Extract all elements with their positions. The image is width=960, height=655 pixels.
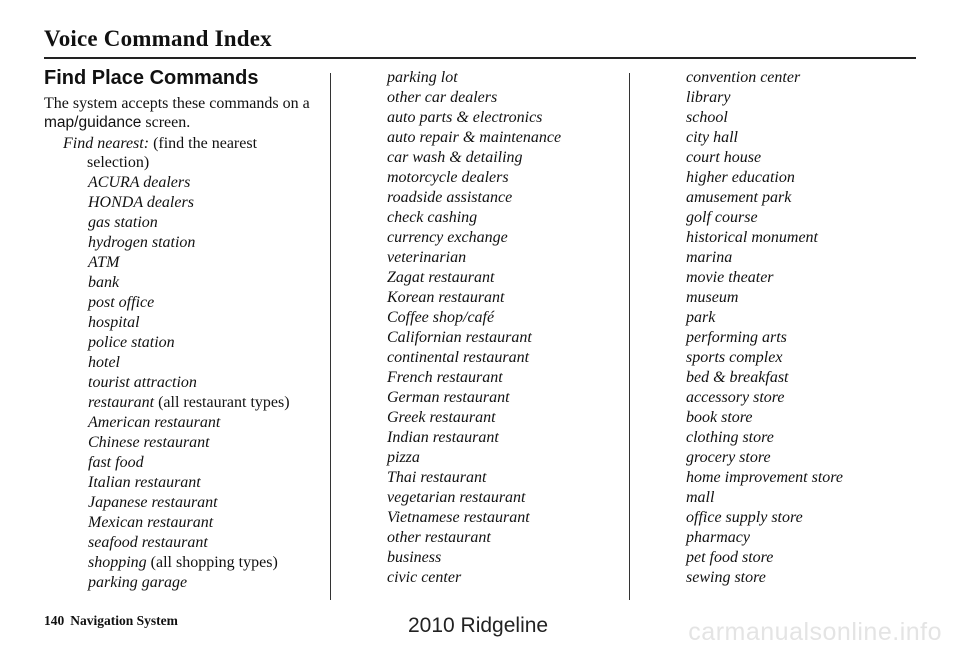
command-text: Japanese restaurant bbox=[88, 494, 218, 511]
command-item bbox=[387, 428, 561, 448]
command-item bbox=[88, 553, 324, 573]
command-text: book store bbox=[686, 409, 753, 426]
command-text: pet food store bbox=[686, 549, 774, 566]
command-item bbox=[686, 288, 843, 308]
command-item bbox=[686, 388, 843, 408]
command-text: gas station bbox=[88, 214, 158, 231]
command-item bbox=[88, 213, 324, 233]
command-item bbox=[88, 353, 324, 373]
command-text: Chinese restaurant bbox=[88, 434, 210, 451]
command-text: Zagat restaurant bbox=[387, 269, 495, 286]
command-text: post office bbox=[88, 294, 155, 311]
section-title: Find Place Commands bbox=[44, 67, 259, 89]
column-divider-2 bbox=[629, 73, 630, 600]
command-text: office supply store bbox=[686, 509, 803, 526]
command-item bbox=[686, 228, 843, 248]
command-text: higher education bbox=[686, 169, 795, 186]
command-item bbox=[686, 428, 843, 448]
command-item bbox=[88, 253, 324, 273]
command-text: sports complex bbox=[686, 349, 783, 366]
command-text: seafood restaurant bbox=[88, 534, 208, 551]
command-text: veterinarian bbox=[387, 249, 467, 266]
command-text: Californian restaurant bbox=[387, 329, 532, 346]
command-item bbox=[88, 493, 324, 513]
command-item bbox=[686, 188, 843, 208]
command-item bbox=[88, 333, 324, 353]
command-item bbox=[686, 308, 843, 328]
command-item bbox=[387, 348, 561, 368]
command-item bbox=[686, 508, 843, 528]
site-watermark: carmanualsonline.info bbox=[688, 618, 942, 646]
command-text: HONDA dealers bbox=[88, 194, 194, 211]
command-text: hotel bbox=[88, 354, 120, 371]
command-item bbox=[387, 308, 561, 328]
command-text: golf course bbox=[686, 209, 758, 226]
command-text: tourist attraction bbox=[88, 374, 197, 391]
command-text: police station bbox=[88, 334, 175, 351]
header-rule bbox=[44, 57, 916, 59]
command-text: auto repair & maintenance bbox=[387, 129, 562, 146]
command-item bbox=[88, 233, 324, 253]
command-item bbox=[88, 573, 324, 593]
command-text: Greek restaurant bbox=[387, 409, 496, 426]
command-item bbox=[387, 148, 561, 168]
command-item bbox=[387, 68, 561, 88]
command-item bbox=[387, 488, 561, 508]
command-item bbox=[686, 328, 843, 348]
command-item bbox=[686, 68, 843, 88]
model-watermark: 2010 Ridgeline bbox=[408, 614, 549, 637]
command-item bbox=[686, 88, 843, 108]
command-item bbox=[88, 513, 324, 533]
command-item bbox=[88, 313, 324, 333]
command-text: museum bbox=[686, 289, 739, 306]
command-item bbox=[387, 88, 561, 108]
command-item bbox=[686, 468, 843, 488]
command-text: pharmacy bbox=[686, 529, 750, 546]
command-text: roadside assistance bbox=[387, 189, 513, 206]
command-text: Vietnamese restaurant bbox=[387, 509, 530, 526]
command-item bbox=[686, 368, 843, 388]
command-item bbox=[686, 168, 843, 188]
command-item bbox=[387, 168, 561, 188]
command-text: business bbox=[387, 549, 442, 566]
find-nearest-note: (find the nearest bbox=[149, 135, 258, 152]
command-item bbox=[387, 128, 561, 148]
command-item bbox=[88, 533, 324, 553]
command-text: motorcycle dealers bbox=[387, 169, 509, 186]
command-text: hospital bbox=[88, 314, 140, 331]
command-item bbox=[387, 268, 561, 288]
command-text: bed & breakfast bbox=[686, 369, 789, 386]
command-text: other restaurant bbox=[387, 529, 491, 546]
command-list-2 bbox=[387, 68, 561, 588]
column-divider-1 bbox=[330, 73, 331, 600]
command-item bbox=[686, 248, 843, 268]
command-item bbox=[686, 208, 843, 228]
command-item bbox=[686, 268, 843, 288]
command-text: restaurant bbox=[88, 394, 155, 411]
command-text: movie theater bbox=[686, 269, 774, 286]
command-item bbox=[387, 508, 561, 528]
command-item bbox=[387, 228, 561, 248]
page-title: Voice Command Index bbox=[44, 26, 272, 51]
command-item bbox=[387, 528, 561, 548]
command-text: American restaurant bbox=[88, 414, 221, 431]
command-item bbox=[686, 568, 843, 588]
find-nearest-note-cont: selection) bbox=[87, 154, 150, 171]
command-text: court house bbox=[686, 149, 762, 166]
command-text: performing arts bbox=[686, 329, 787, 346]
command-text: bank bbox=[88, 274, 120, 291]
command-text: vegetarian restaurant bbox=[387, 489, 526, 506]
command-text: Italian restaurant bbox=[88, 474, 201, 491]
command-text: parking garage bbox=[88, 574, 188, 591]
command-item bbox=[387, 188, 561, 208]
intro-screen-name: map/guidance bbox=[44, 114, 142, 131]
intro-text bbox=[44, 94, 324, 132]
column-1 bbox=[44, 66, 324, 593]
command-text: marina bbox=[686, 249, 733, 266]
command-item bbox=[387, 408, 561, 428]
command-item bbox=[387, 328, 561, 348]
command-text: check cashing bbox=[387, 209, 478, 226]
command-item bbox=[686, 348, 843, 368]
find-nearest-command bbox=[63, 134, 324, 172]
command-item bbox=[686, 148, 843, 168]
command-item bbox=[686, 548, 843, 568]
command-text: Mexican restaurant bbox=[88, 514, 214, 531]
command-item bbox=[387, 388, 561, 408]
command-text: pizza bbox=[387, 449, 420, 466]
command-text: currency exchange bbox=[387, 229, 508, 246]
command-item bbox=[387, 248, 561, 268]
command-text: library bbox=[686, 89, 731, 106]
command-item bbox=[387, 208, 561, 228]
command-item bbox=[387, 468, 561, 488]
book-title: Navigation System bbox=[70, 613, 178, 628]
command-text: German restaurant bbox=[387, 389, 510, 406]
command-item bbox=[88, 173, 324, 193]
command-text: grocery store bbox=[686, 449, 771, 466]
command-text: auto parts & electronics bbox=[387, 109, 543, 126]
command-item bbox=[88, 433, 324, 453]
command-item bbox=[686, 448, 843, 468]
command-item bbox=[387, 368, 561, 388]
command-note: (all shopping types) bbox=[146, 554, 278, 571]
command-text: ACURA dealers bbox=[88, 174, 191, 191]
page-number: 140 bbox=[44, 613, 65, 628]
command-text: Coffee shop/café bbox=[387, 309, 495, 326]
command-text: amusement park bbox=[686, 189, 792, 206]
command-text: parking lot bbox=[387, 69, 458, 86]
column-3 bbox=[686, 68, 843, 588]
command-list-3 bbox=[686, 68, 843, 588]
command-text: city hall bbox=[686, 129, 738, 146]
command-text: school bbox=[686, 109, 728, 126]
command-item bbox=[387, 568, 561, 588]
command-item bbox=[88, 193, 324, 213]
command-text: hydrogen station bbox=[88, 234, 196, 251]
intro-before: The system accepts these commands on a bbox=[44, 95, 310, 112]
command-text: Thai restaurant bbox=[387, 469, 487, 486]
command-text: continental restaurant bbox=[387, 349, 530, 366]
command-item bbox=[88, 413, 324, 433]
command-text: civic center bbox=[387, 569, 462, 586]
command-item bbox=[387, 448, 561, 468]
command-text: other car dealers bbox=[387, 89, 498, 106]
command-text: Indian restaurant bbox=[387, 429, 499, 446]
command-text: French restaurant bbox=[387, 369, 503, 386]
command-text: convention center bbox=[686, 69, 801, 86]
command-item bbox=[88, 473, 324, 493]
command-item bbox=[387, 108, 561, 128]
command-text: fast food bbox=[88, 454, 144, 471]
command-item bbox=[88, 373, 324, 393]
command-item bbox=[88, 293, 324, 313]
command-list-1 bbox=[88, 173, 324, 593]
command-item bbox=[88, 393, 324, 413]
command-item bbox=[686, 528, 843, 548]
intro-after: screen. bbox=[141, 114, 191, 131]
command-item bbox=[686, 488, 843, 508]
command-item bbox=[88, 273, 324, 293]
command-note: (all restaurant types) bbox=[154, 394, 290, 411]
command-item bbox=[686, 108, 843, 128]
command-text: historical monument bbox=[686, 229, 818, 246]
command-item bbox=[686, 408, 843, 428]
command-text: shopping bbox=[88, 554, 147, 571]
find-nearest-label: Find nearest: bbox=[63, 135, 150, 152]
command-item bbox=[387, 288, 561, 308]
command-text: accessory store bbox=[686, 389, 785, 406]
command-text: home improvement store bbox=[686, 469, 843, 486]
command-text: sewing store bbox=[686, 569, 766, 586]
command-item bbox=[387, 548, 561, 568]
command-text: clothing store bbox=[686, 429, 774, 446]
command-text: ATM bbox=[88, 254, 120, 271]
command-text: car wash & detailing bbox=[387, 149, 523, 166]
page-footer bbox=[44, 613, 178, 629]
command-text: mall bbox=[686, 489, 715, 506]
command-text: Korean restaurant bbox=[387, 289, 505, 306]
command-item bbox=[88, 453, 324, 473]
column-2 bbox=[387, 68, 561, 588]
command-text: park bbox=[686, 309, 716, 326]
command-item bbox=[686, 128, 843, 148]
